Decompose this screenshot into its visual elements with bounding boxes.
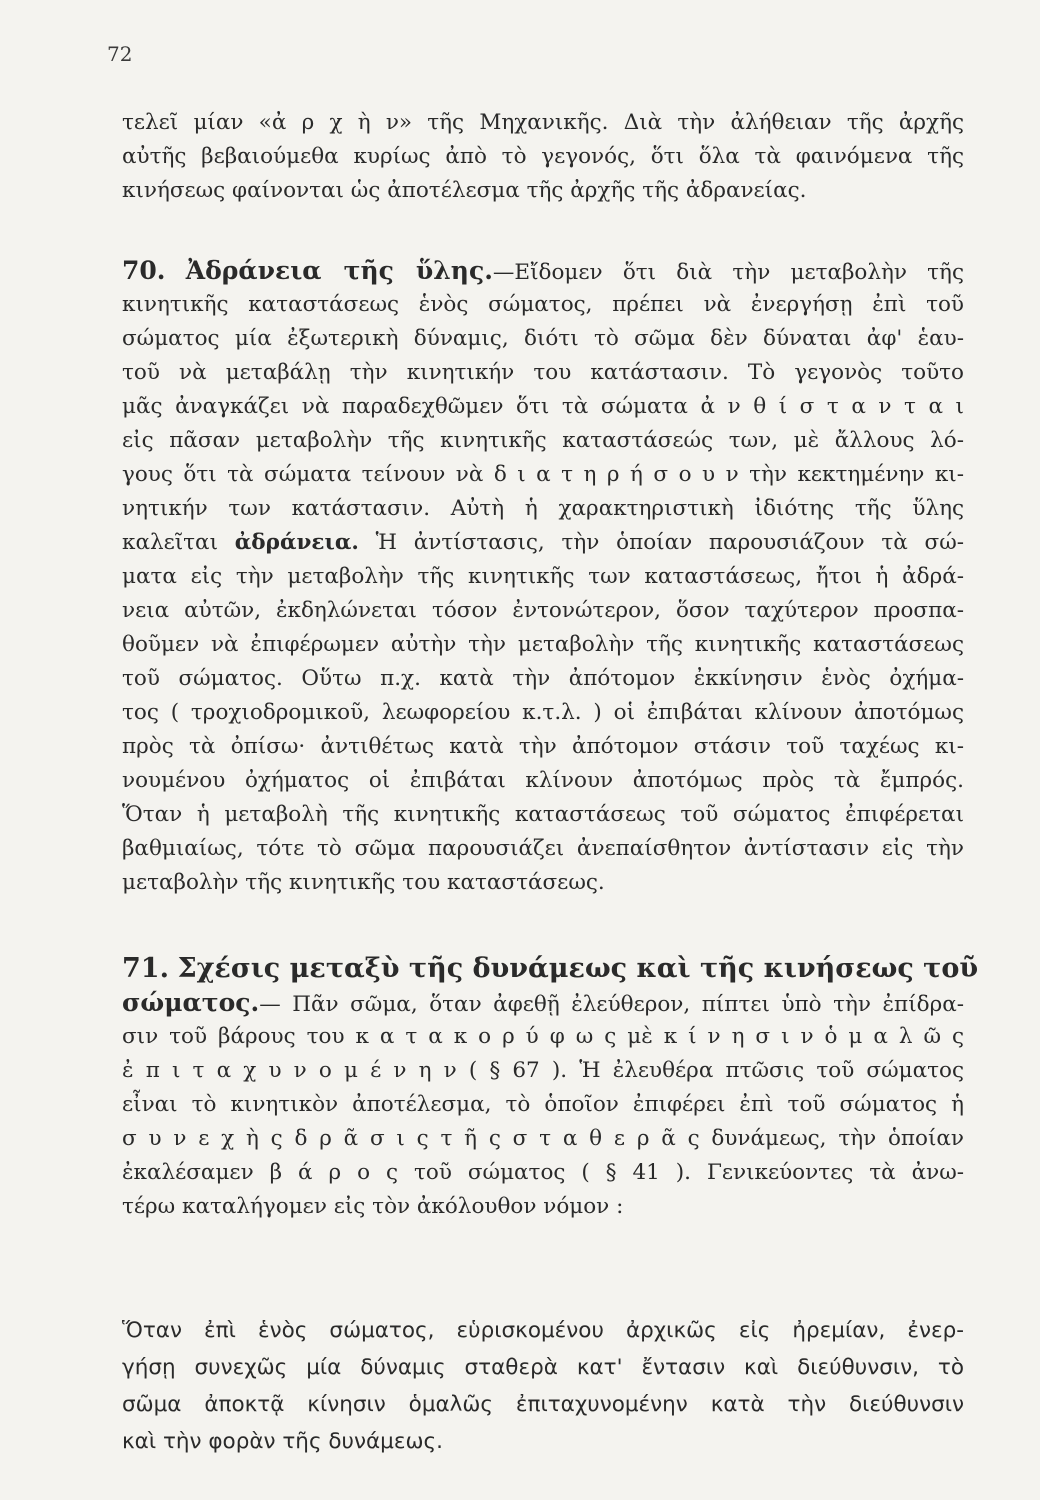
text-line: σώματος μία ἐξωτερικὴ δύναμις, διότι τὸ σῶμα δὲν δύναται ἀφ' ἑαυ- — [122, 326, 964, 351]
text-line: τελεῖ μίαν «ἀ ρ χ ὴ ν» τῆς Μηχανικῆς. Διὰ τὴν ἀλήθειαν τῆς ἀρχῆς — [122, 110, 964, 135]
section-70-heading: Ἀδράνεια τῆς ὕλης. — [185, 256, 493, 285]
text-line: σ υ ν ε χ ὴ ς δ ρ ᾶ σ ι ς τ ῆ ς σ τ α θ ε ρ ᾶ ς δυνάμεως, τὴν ὁποίαν — [122, 1126, 964, 1151]
section-71-heading-cont: σώματος. — [122, 988, 260, 1017]
text-line: πρὸς τὰ ὀπίσω· ἀντιθέτως κατὰ τὴν ἀπότομον στάσιν τοῦ ταχέως κι- — [122, 734, 964, 759]
text-line: νητικήν των κατάστασιν. Αὐτὴ ἡ χαρακτηριστικὴ ἰδιότης τῆς ὕλης — [122, 496, 964, 521]
text-line: μᾶς ἀναγκάζει νὰ παραδεχθῶμεν ὅτι τὰ σώματα ἀ ν θ ί σ τ α ν τ α ι — [122, 394, 964, 419]
text-line: καὶ τὴν φορὰν τῆς δυνάμεως. — [122, 1429, 443, 1454]
section-70-first-line — [122, 254, 964, 288]
text-line: βαθμιαίως, τότε τὸ σῶμα παρουσιάζει ἀνεπαίσθητον ἀντίστασιν εἰς τὴν — [122, 836, 964, 861]
law-statement — [122, 1312, 964, 1460]
term-line — [122, 526, 964, 560]
text-line: ματα εἰς τὴν μεταβολὴν τῆς κινητικῆς των καταστάσεως, ἤτοι ἡ ἀδρά- — [122, 564, 964, 589]
text-line: τοῦ νὰ μεταβάλῃ τὴν κινητικήν του κατάστασιν. Τὸ γεγονὸς τοῦτο — [122, 360, 964, 385]
text-line: ἐ π ι τ α χ υ ν ο μ έ ν η ν ( § 67 ). Ἡ ἐλευθέρα πτῶσις τοῦ σώματος — [122, 1058, 964, 1083]
page-number: 72 — [107, 42, 133, 66]
text-line: γους ὅτι τὰ σώματα τείνουν νὰ δ ι α τ η ρ ή σ ο υ ν τὴν κεκτημένην κι- — [122, 462, 964, 487]
text-line: γήσῃ συνεχῶς μία δύναμις σταθερὰ κατ' ἔντασιν καὶ διεύθυνσιν, τὸ — [122, 1355, 964, 1380]
text-line: εἰς πᾶσαν μεταβολὴν τῆς κινητικῆς καταστάσεώς των, μὲ ἄλλους λό- — [122, 428, 964, 453]
text-span: καλεῖται — [122, 530, 235, 555]
text-line: τοῦ σώματος. Οὕτω π.χ. κατὰ τὴν ἀπότομον ἐκκίνησιν ἑνὸς ὀχήμα- — [122, 666, 964, 691]
section-70-number: 70. — [122, 256, 166, 285]
section-70 — [122, 254, 964, 900]
text-line: αὐτῆς βεβαιούμεθα κυρίως ἀπὸ τὸ γεγονός, ὅτι ὅλα τὰ φαινόμενα τῆς — [122, 144, 964, 169]
text-line: θοῦμεν νὰ ἐπιφέρωμεν αὐτὴν τὴν μεταβολὴν τῆς κινητικῆς καταστάσεως — [122, 632, 964, 657]
text-line: κινήσεως φαίνονται ὡς ἀποτέλεσμα τῆς ἀρχῆς τῆς ἀδρανείας. — [122, 178, 807, 203]
section-71-heading-line — [122, 952, 979, 986]
text-span: Ἡ ἀντίστασις, τὴν ὁποίαν παρουσιάζουν τὰ σώ- — [358, 530, 964, 555]
text-line: ἐκαλέσαμεν β ά ρ ο ς τοῦ σώματος ( § 41 ). Γενικεύοντες τὰ ἀνω- — [122, 1160, 964, 1185]
text-line: σῶμα ἀποκτᾷ κίνησιν ὁμαλῶς ἐπιταχυνομένην κατὰ τὴν διεύθυνσιν — [122, 1392, 964, 1417]
text-span: — Πᾶν σῶμα, ὅταν ἀφεθῇ ἐλεύθερον, πίπτει ὑπὸ τὴν ἐπίδρα- — [259, 992, 964, 1017]
section-71 — [122, 952, 979, 1224]
section-71-second-line — [122, 986, 964, 1020]
text-line: κινητικῆς καταστάσεως ἑνὸς σώματος, πρέπει νὰ ἐνεργήσῃ ἐπὶ τοῦ — [122, 292, 964, 317]
text-line: σιν τοῦ βάρους του κ α τ α κ ο ρ ύ φ ω ς μὲ κ ί ν η σ ι ν ὁ μ α λ ῶ ς — [122, 1024, 964, 1049]
text-line: Ὅταν ἡ μεταβολὴ τῆς κινητικῆς καταστάσεως τοῦ σώματος ἐπιφέρεται — [122, 802, 964, 827]
text-line: τέρω καταλήγομεν εἰς τὸν ἀκόλουθον νόμον : — [122, 1194, 624, 1219]
text-line: νεια αὐτῶν, ἐκδηλώνεται τόσον ἐντονώτερον, ὅσον ταχύτερον προσπα- — [122, 598, 964, 623]
section-71-number: 71. — [122, 953, 169, 984]
text-line: νουμένου ὀχήματος οἱ ἐπιβάται κλίνουν ἀποτόμως πρὸς τὰ ἔμπρός. — [122, 768, 964, 793]
term-adraneia: ἀδράνεια. — [234, 530, 359, 555]
text-line: Ὅταν ἐπὶ ἑνὸς σώματος, εὑρισκομένου ἀρχικῶς εἰς ἠρεμίαν, ἐνερ- — [122, 1318, 964, 1343]
text-line: εἶναι τὸ κινητικὸν ἀποτέλεσμα, τὸ ὁποῖον ἐπιφέρει ἐπὶ τοῦ σώματος ἡ — [122, 1092, 964, 1117]
text-span: —Εἴδομεν ὅτι διὰ τὴν μεταβολὴν τῆς — [492, 260, 964, 285]
text-line: μεταβολὴν τῆς κινητικῆς του καταστάσεως. — [122, 870, 605, 895]
text-line: τος ( τροχιοδρομικοῦ, λεωφορείου κ.τ.λ. ) οἱ ἐπιβάται κλίνουν ἀποτόμως — [122, 700, 964, 725]
section-71-heading: Σχέσις μεταξὺ τῆς δυνάμεως καὶ τῆς κινήσεως τοῦ — [177, 953, 979, 984]
intro-paragraph — [122, 106, 964, 208]
